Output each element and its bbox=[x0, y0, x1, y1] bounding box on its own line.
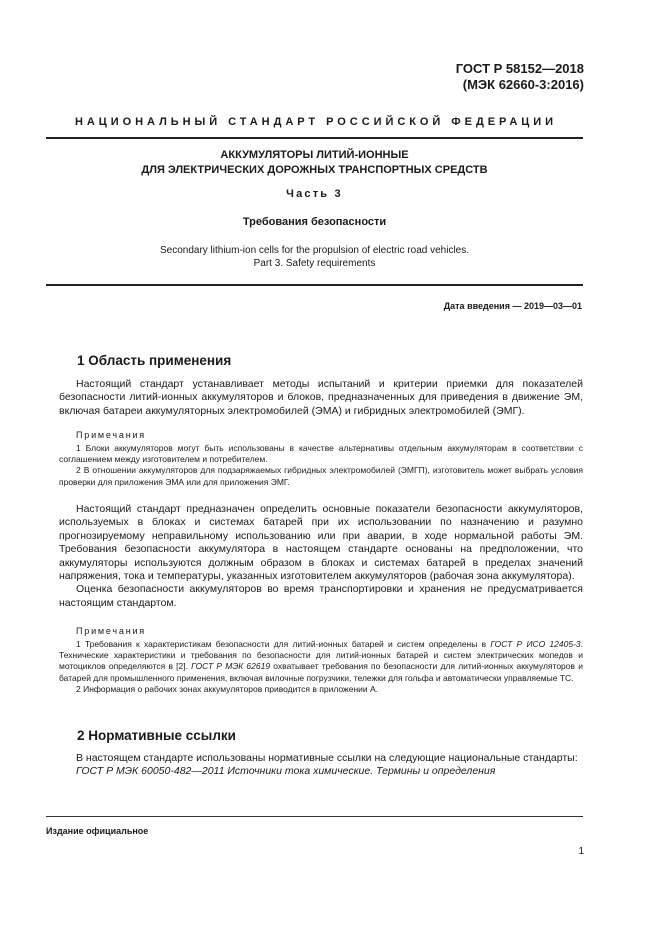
notes1-heading: Примечания bbox=[76, 430, 146, 440]
notes1-list bbox=[59, 443, 583, 488]
title-bottom-rule bbox=[46, 284, 583, 286]
document-code-line2: (МЭК 62660-3:2016) bbox=[462, 77, 584, 92]
reference-gost-iso-12405-3: ГОСТ Р ИСО 12405-3 bbox=[490, 639, 581, 649]
notes2-heading: Примечания bbox=[76, 626, 146, 636]
part-number: Часть 3 bbox=[286, 188, 343, 200]
footer-rule bbox=[46, 816, 583, 817]
official-edition-label: Издание официальное bbox=[46, 826, 149, 836]
title-line1: АККУМУЛЯТОРЫ ЛИТИЙ-ИОННЫЕ bbox=[220, 149, 409, 161]
document-code-line1: ГОСТ Р 58152—2018 bbox=[455, 61, 584, 76]
introduction-date: Дата введения — 2019—03—01 bbox=[443, 301, 582, 311]
document-code bbox=[456, 61, 584, 93]
section2-paragraph1: В настоящем стандарте использованы нормативные ссылки на следующие национальные стандарты: ГОСТ Р МЭК 60050-482—2011 Источники тока химические. Термины и определения bbox=[59, 752, 583, 779]
title-line2: ДЛЯ ЭЛЕКТРИЧЕСКИХ ДОРОЖНЫХ ТРАНСПОРТНЫХ СРЕДСТВ bbox=[141, 164, 488, 176]
english-title bbox=[46, 244, 583, 270]
note1-1: 1 Блоки аккумуляторов могут быть использованы в качестве альтернативы отдельным аккумуляторам в соответствии с соглашением между изготовителем и потребителем. bbox=[59, 443, 583, 465]
document-title bbox=[46, 148, 583, 178]
notes2-list bbox=[59, 639, 583, 695]
english-title-line1: Secondary lithium-ion cells for the propulsion of electric road vehicles. bbox=[159, 245, 470, 256]
english-title-line2: Part 3. Safety requirements bbox=[253, 258, 376, 269]
top-rule bbox=[46, 137, 583, 139]
national-standard-banner: НАЦИОНАЛЬНЫЙ СТАНДАРТ РОССИЙСКОЙ ФЕДЕРАЦИИ bbox=[74, 116, 558, 128]
section1-paragraph2: Настоящий стандарт предназначен определить основные показатели безопасности аккумуляторов, используемых в блоках и системах батарей при их использовании по назначению и разумно прогнозируемому неправильному использованию или при аварии, в ходе нормальной работы ЭМ. Требования безопасности аккумулятора в настоящем стандарте основаны на предположении, что аккумуляторы используются должным образом в блоках и системах батарей в пределах значений напряжения, тока и температуры, указанных изготовителем аккумуляторов (рабочая зона аккумулятора). Оценка безопасности аккумуляторов во время транспортировки и хранения не предусматривается настоящим стандартом. bbox=[59, 503, 583, 609]
note1-2: 2 В отношении аккумуляторов для подзаряжаемых гибридных электромобилей (ЭМГП), изготовитель может выбрать условия проверки для приложения ЭМА или для приложения ЭМГ. bbox=[59, 465, 583, 487]
section2-reference1: ГОСТ Р МЭК 60050-482—2011 Источники тока химические. Термины и определения bbox=[76, 765, 496, 778]
document-subtitle: Требования безопасности bbox=[242, 216, 387, 228]
section1-paragraph3: Оценка безопасности аккумуляторов во время транспортировки и хранения не предусматривается настоящим стандартом. bbox=[59, 583, 583, 609]
section1-heading: 1 Область применения bbox=[77, 353, 232, 368]
note2-2: 2 Информация о рабочих зонах аккумуляторов приводится в приложении А. bbox=[76, 683, 379, 694]
section2-heading: 2 Нормативные ссылки bbox=[77, 728, 236, 743]
reference-gost-iec-62619: ГОСТ Р МЭК 62619 bbox=[191, 661, 271, 672]
note2-1: 1 Требования к характеристикам безопасности для литий-ионных батарей и систем определены в ГОСТ Р ИСО 12405-3. Технические характеристики и требования по безопасности для литий-ионных батарей и систем электрических мопедов и мотоциклов определяются в [2]. ГОСТ Р МЭК 62619 охватывает требования по безопасности для литий-ионных аккумуляторов и батарей для промышленного применения, включая вилочные погрузчики, тележки для гольфа и автоматически управляемые ТС. bbox=[59, 639, 583, 683]
page-number: 1 bbox=[578, 846, 584, 857]
section1-paragraph1: Настоящий стандарт устанавливает методы испытаний и критерии приемки для показателей безопасности литий-ионных аккумуляторов и блоков, предназначенных для приведения в движение ЭМ, включая батареи аккумуляторных электромобилей (ЭМА) и гибридных электромобилей (ЭМГ). bbox=[59, 378, 583, 417]
